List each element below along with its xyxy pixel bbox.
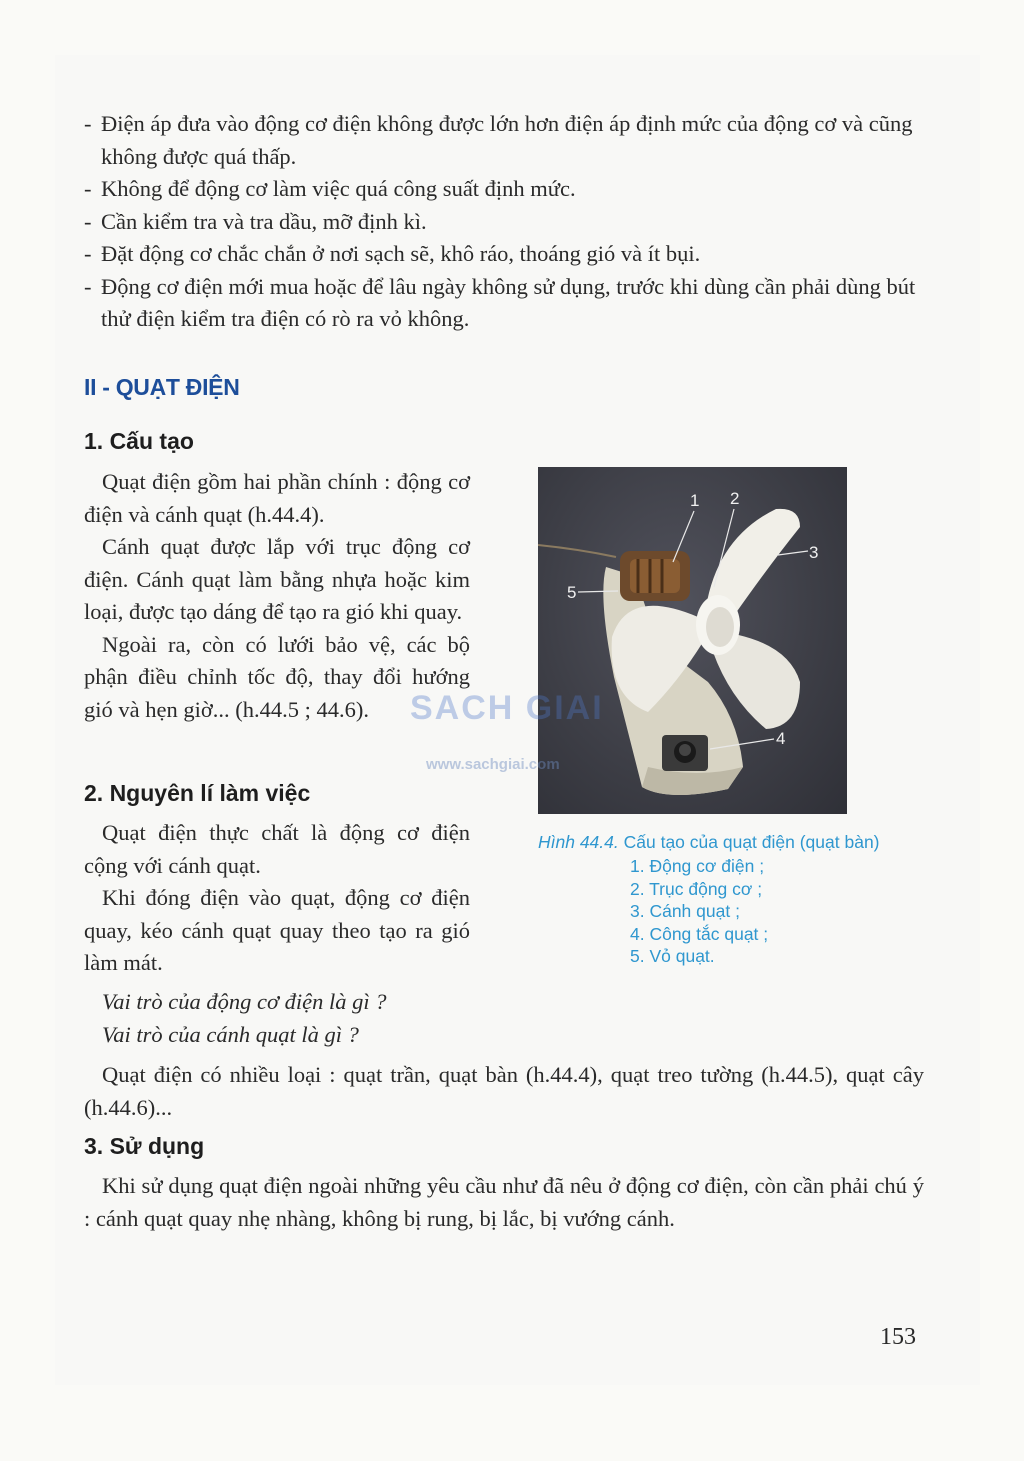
section-title: II - QUẠT ĐIỆN (84, 374, 240, 400)
subsection-title-structure: 1. Cấu tạo (84, 428, 194, 454)
bullet-text: Điện áp đưa vào động cơ điện không được lớn hơn điện áp định mức của động cơ và cũng không được quá thấp. (101, 111, 913, 169)
paragraph: Quạt điện thực chất là động cơ điện cộng với cánh quạt. (84, 820, 470, 878)
caption-prefix: Hình 44.4. (538, 832, 619, 852)
bullet-dash: - (84, 241, 92, 266)
paragraph: Quạt điện có nhiều loại : quạt trần, quạt bàn (h.44.4), quạt treo tường (h.44.5), quạt cây (h.44.6)... (84, 1062, 924, 1120)
paragraph: Cánh quạt được lắp với trục động cơ điện. Cánh quạt làm bằng nhựa hoặc kim loại, được tạo dáng để tạo ra gió khi quay. (84, 534, 470, 624)
paragraph: Khi sử dụng quạt điện ngoài những yêu cầu như đã nêu ở động cơ điện, còn cần phải chú ý : cánh quạt quay nhẹ nhàng, không bị rung, bị lắc, bị vướng cánh. (84, 1173, 924, 1231)
callout-2: 2 (730, 489, 740, 508)
subsection-title-principle: 2. Nguyên lí làm việc (84, 780, 311, 806)
bullet-dash: - (84, 273, 92, 299)
bullet-dash: - (84, 176, 92, 201)
paragraph: Khi đóng điện vào quạt, động cơ điện quay, kéo cánh quạt quay theo tạo ra gió làm mát. (84, 885, 470, 975)
bullet-text: Cần kiểm tra và tra dầu, mỡ định kì. (101, 208, 427, 234)
callout-5: 5 (567, 583, 577, 602)
caption-item: 4. Công tắc quạt ; (630, 923, 769, 944)
watermark-url: www.sachgiai.com (426, 756, 560, 773)
watermark (410, 683, 610, 773)
list-item (84, 108, 934, 173)
callout-1: 1 (690, 491, 700, 510)
questions (102, 986, 386, 1051)
caption-item: 1. Động cơ điện ; (630, 856, 765, 876)
fan-types-text (84, 1059, 924, 1124)
bullet-text: Không để động cơ làm việc quá công suất định mức. (101, 176, 576, 201)
subsection-title-usage: 3. Sử dụng (84, 1133, 205, 1159)
bullet-text: Đặt động cơ chắc chắn ở nơi sạch sẽ, khô ráo, thoáng gió và ít bụi. (101, 241, 701, 266)
list-item (84, 238, 934, 271)
paragraph: Ngoài ra, còn có lưới bảo vệ, các bộ phận điều chỉnh tốc độ, thay đổi hướng gió và hẹn giờ... (h.44.5 ; 44.6). (84, 631, 470, 722)
callout-4: 4 (776, 729, 786, 748)
watermark-logo: SACH GIAI (410, 689, 604, 727)
bullet-dash: - (84, 111, 92, 136)
caption-item: 2. Trục động cơ ; (630, 878, 763, 899)
bullet-dash: - (84, 208, 92, 234)
paragraph: Quạt điện gồm hai phần chính : động cơ điện và cánh quạt (h.44.4). (84, 469, 470, 527)
list-item (84, 206, 934, 239)
figure-caption (538, 832, 880, 853)
list-item (84, 173, 934, 206)
callout-3: 3 (809, 543, 819, 562)
bullet-text: Động cơ điện mới mua hoặc để lâu ngày không sử dụng, trước khi dùng cần phải dùng bút thử điện kiểm tra điện có rò ra vỏ không. (101, 273, 916, 331)
usage-text (84, 1170, 924, 1235)
caption-item: 3. Cánh quạt ; (630, 901, 740, 922)
caption-item: 5. Vỏ quạt. (630, 946, 715, 967)
caption-title: Cấu tạo của quạt điện (quạt bàn) (623, 832, 880, 852)
bullet-list (84, 108, 934, 336)
list-item (84, 271, 934, 336)
principle-text (84, 817, 470, 980)
caption-list (630, 855, 768, 968)
question: Vai trò của cánh quạt là gì ? (102, 1021, 359, 1047)
question: Vai trò của động cơ điện là gì ? (102, 989, 387, 1014)
page-number: 153 (880, 1324, 916, 1350)
